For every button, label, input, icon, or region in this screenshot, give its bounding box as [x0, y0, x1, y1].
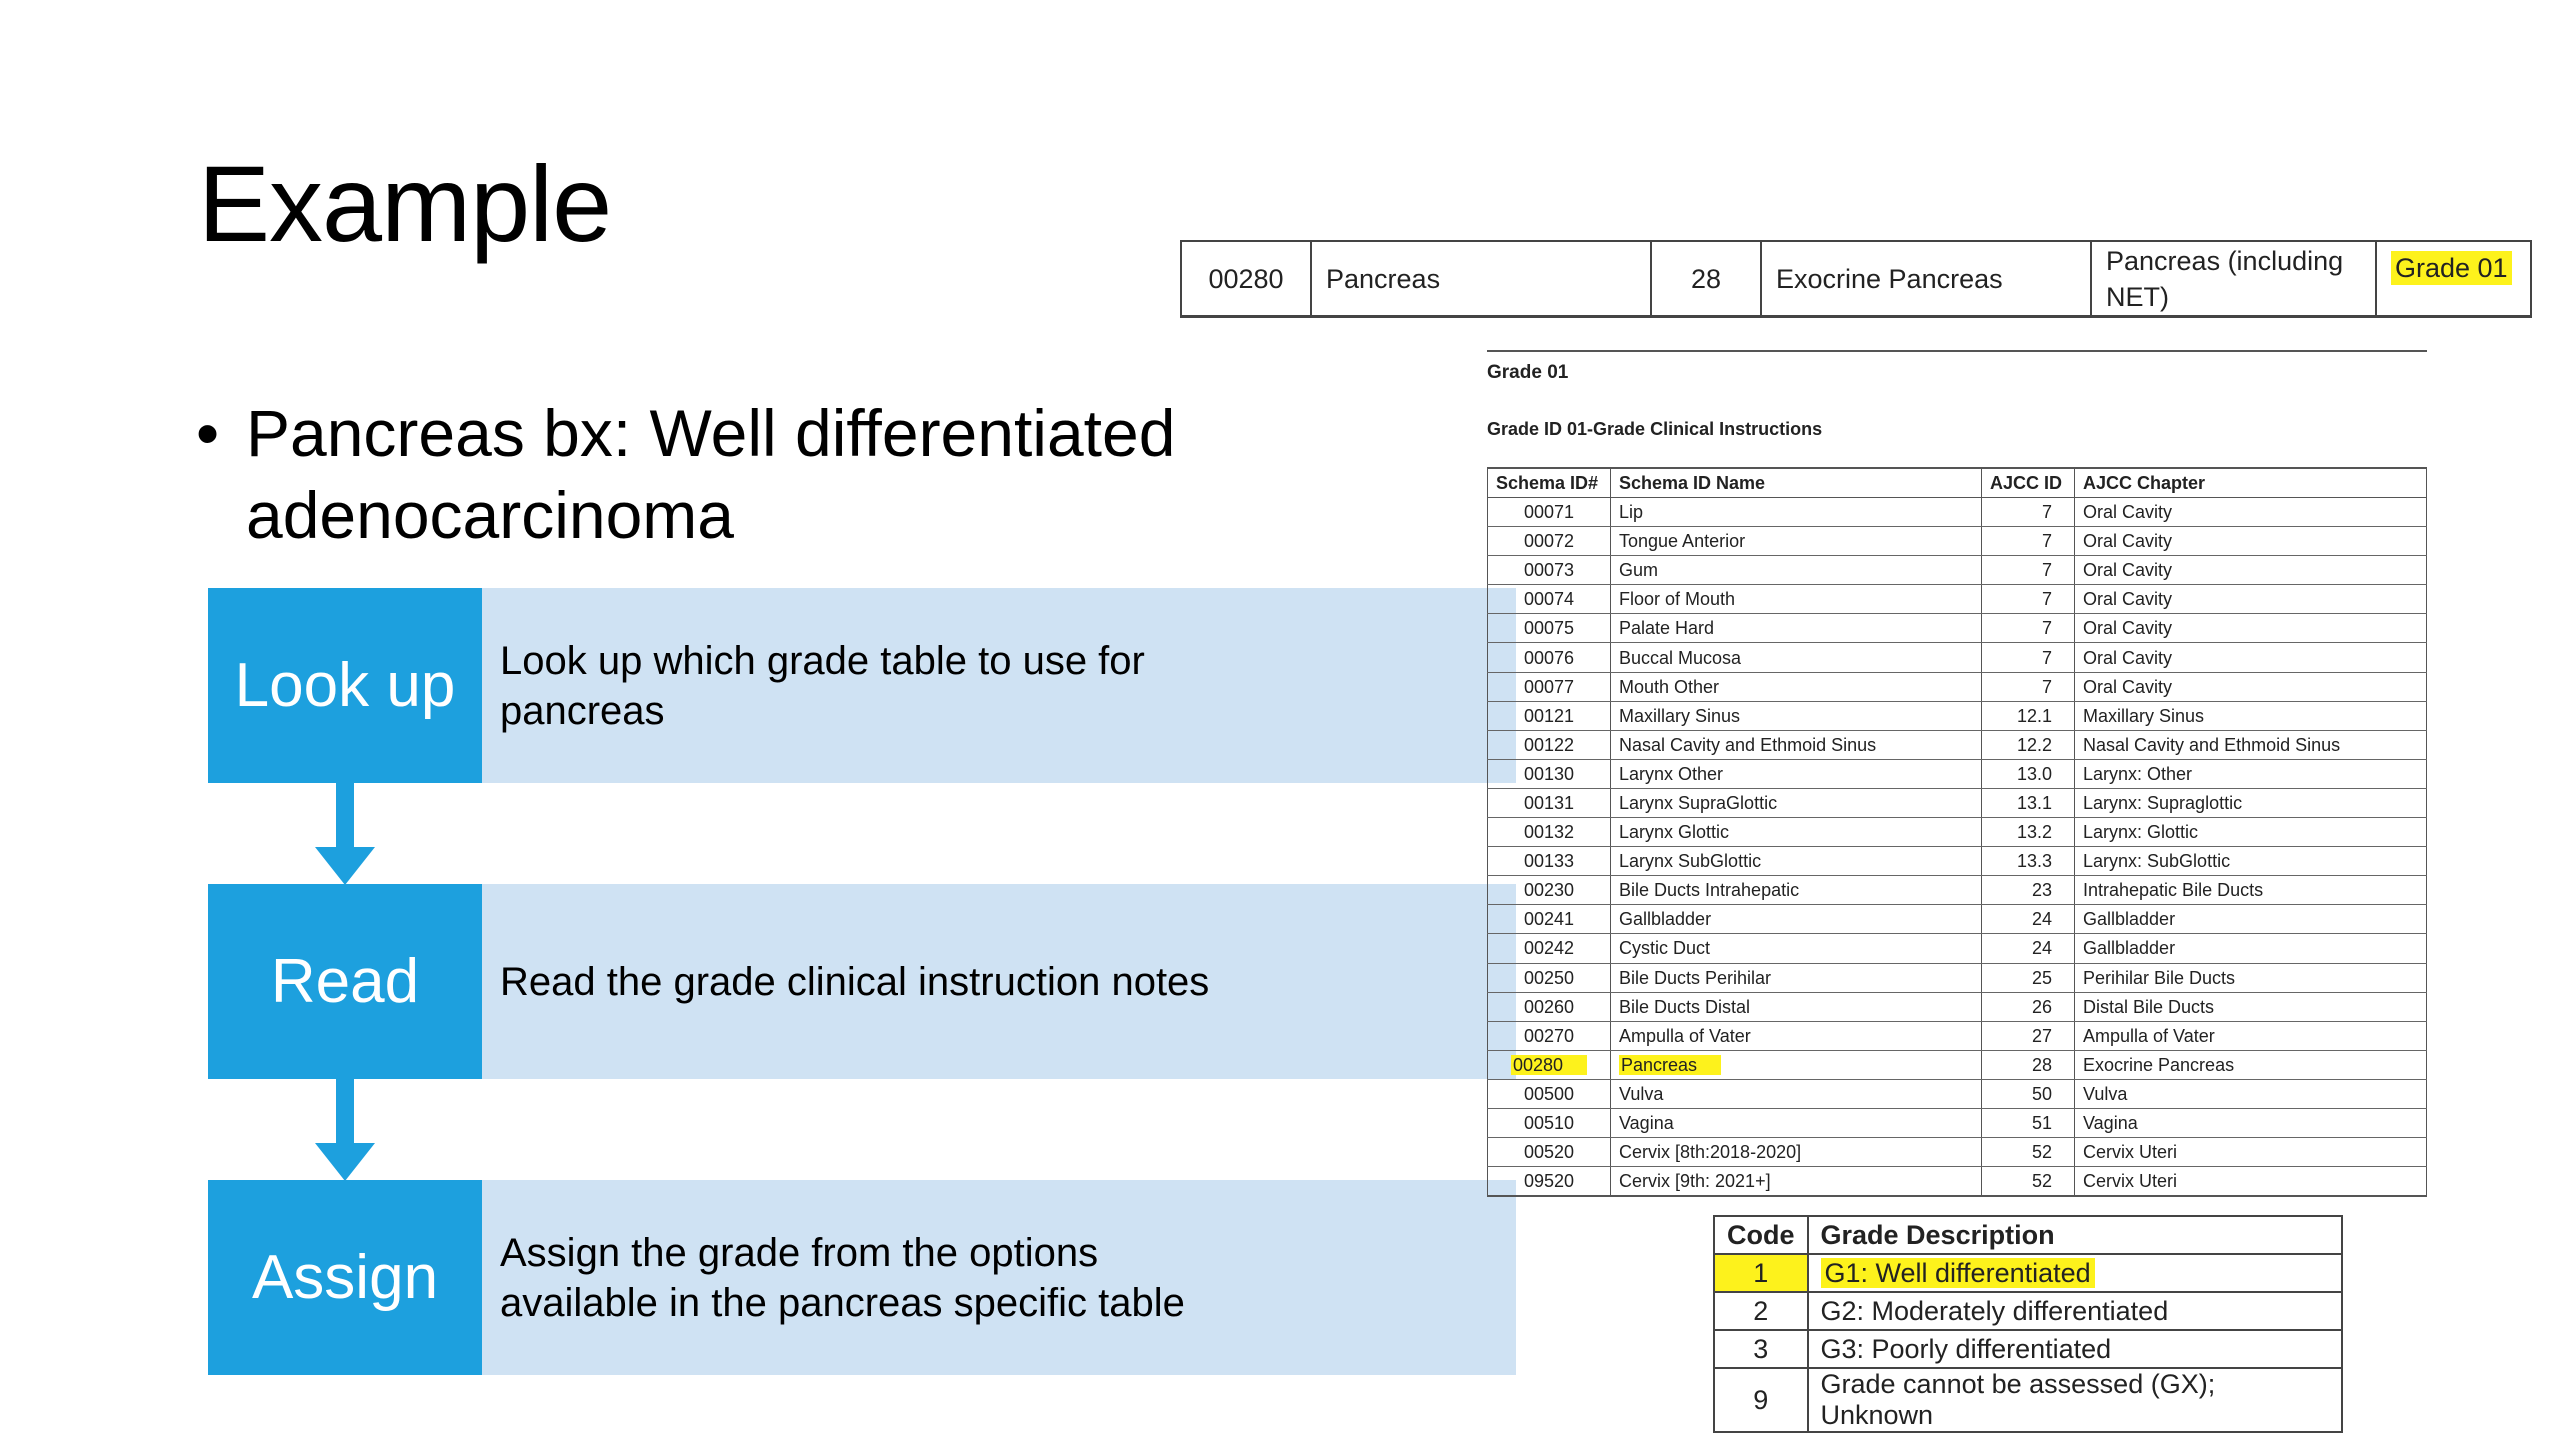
ajcc-id-cell — [1982, 614, 2075, 643]
schema-id-cell — [1488, 1079, 1611, 1108]
ajcc-id-cell-text: 13.0 — [2016, 763, 2052, 784]
code-cell — [1714, 1292, 1808, 1330]
down-arrow-icon — [315, 1143, 375, 1181]
ajcc-id-cell — [1982, 1021, 2075, 1050]
schema-name-cell — [1611, 759, 1982, 788]
schema-name-cell-text: Lip — [1619, 502, 1644, 523]
code-text: 1 — [1753, 1257, 1769, 1288]
code-text: 9 — [1753, 1384, 1769, 1415]
grade-description-cell — [1808, 1368, 2343, 1432]
schema-name-cell — [1611, 905, 1982, 934]
ajcc-id-cell — [1982, 759, 2075, 788]
schema-name-cell-text: Bile Ducts Intrahepatic — [1619, 880, 1800, 901]
step-desc-line-2: pancreas — [500, 688, 665, 733]
code-cell — [1714, 1368, 1808, 1432]
schema-id-cell — [1488, 759, 1611, 788]
step-description — [482, 884, 1516, 1079]
ajcc-chapter-cell — [2075, 730, 2427, 759]
grade-codes-table — [1713, 1215, 2343, 1433]
ajcc-id-cell — [1982, 1138, 2075, 1167]
schema-name-cell — [1611, 1050, 1982, 1079]
ajcc-chapter-cell — [2075, 585, 2427, 614]
ajcc-chapter-cell — [2075, 614, 2427, 643]
schema-id-cell-text: 00242 — [1523, 938, 1575, 959]
ajcc-id-cell — [1982, 788, 2075, 817]
site-cell — [2091, 241, 2376, 317]
schema-name-cell-text: Larynx SubGlottic — [1619, 851, 1762, 872]
schema-name-cell — [1611, 788, 1982, 817]
grade-description-text: G1: Well differentiated — [1821, 1258, 2095, 1288]
schema-id-cell-text: 00075 — [1523, 618, 1575, 639]
schema-name-cell-text: Vulva — [1619, 1083, 1664, 1104]
schema-id-cell — [1488, 1021, 1611, 1050]
schema-name-cell — [1611, 963, 1982, 992]
ajcc-id-cell-text: 50 — [2031, 1083, 2052, 1104]
schema-id-cell-text: 00132 — [1523, 822, 1575, 843]
ajcc-id-cell: 28 — [1651, 241, 1761, 317]
schema-name-cell-text: Pancreas — [1619, 1055, 1721, 1075]
schema-id-cell-text: 00077 — [1523, 676, 1575, 697]
ajcc-id-cell — [1982, 992, 2075, 1021]
ajcc-id-cell-text: 13.1 — [2016, 792, 2052, 813]
ajcc-id-cell — [1982, 672, 2075, 701]
column-header: Schema ID# — [1488, 468, 1611, 498]
schema-id-cell — [1488, 963, 1611, 992]
step-assign — [208, 1180, 1308, 1375]
column-header: Grade Description — [1808, 1216, 2343, 1254]
ajcc-id-cell-text: 12.1 — [2016, 705, 2052, 726]
ajcc-id-cell-text: 7 — [2041, 502, 2052, 523]
schema-name-cell — [1611, 614, 1982, 643]
schema-name-cell — [1611, 876, 1982, 905]
schema-id-cell-text: 00270 — [1523, 1025, 1575, 1046]
ajcc-chapter-cell-text: Larynx: Supraglottic — [2083, 792, 2243, 813]
table-row — [1488, 788, 2427, 817]
ajcc-chapter-cell — [2075, 643, 2427, 672]
schema-name-cell — [1611, 934, 1982, 963]
schema-id-cell — [1488, 934, 1611, 963]
bullet-item — [196, 392, 1316, 556]
schema-name-cell — [1611, 1108, 1982, 1137]
ajcc-id-cell — [1982, 1167, 2075, 1197]
ajcc-chapter-cell — [2075, 788, 2427, 817]
down-arrow-icon — [315, 847, 375, 885]
step-label: Assign — [208, 1180, 482, 1375]
schema-name-cell-text: Cervix [8th:2018-2020] — [1619, 1142, 1802, 1163]
column-header: AJCC ID — [1982, 468, 2075, 498]
schema-name-cell-text: Nasal Cavity and Ethmoid Sinus — [1619, 734, 1877, 755]
ajcc-id-cell-text: 13.2 — [2016, 822, 2052, 843]
schema-id-cell — [1488, 992, 1611, 1021]
grade-description-text: Grade cannot be assessed (GX); Unknown — [1820, 1369, 2216, 1430]
schema-id-cell-text: 00280 — [1511, 1055, 1587, 1075]
step-read — [208, 884, 1308, 1079]
schema-id-cell — [1488, 614, 1611, 643]
ajcc-id-cell-text: 7 — [2041, 676, 2052, 697]
schema-name-cell — [1611, 701, 1982, 730]
ajcc-chapter-cell — [2075, 905, 2427, 934]
ajcc-chapter-cell-text: Vulva — [2083, 1083, 2128, 1104]
schema-name-cell-text: Buccal Mucosa — [1619, 647, 1742, 668]
table-row — [1488, 701, 2427, 730]
ajcc-chapter-cell — [2075, 934, 2427, 963]
schema-id-cell: 00280 — [1181, 241, 1311, 317]
ajcc-id-cell-text: 13.3 — [2016, 851, 2052, 872]
ajcc-chapter-cell — [2075, 1079, 2427, 1108]
ajcc-id-cell — [1982, 701, 2075, 730]
schema-id-cell-text: 00250 — [1523, 967, 1575, 988]
table-row — [1488, 498, 2427, 527]
bullet-marker: • — [196, 396, 220, 470]
ajcc-chapter-cell — [2075, 818, 2427, 847]
schema-id-cell-text: 00122 — [1523, 734, 1575, 755]
table-row — [1488, 585, 2427, 614]
schema-id-cell-text: 00241 — [1523, 909, 1575, 930]
table-row — [1488, 1167, 2427, 1197]
ajcc-id-cell-text: 7 — [2041, 531, 2052, 552]
schema-name-cell: Pancreas — [1311, 241, 1651, 317]
schema-name-cell — [1611, 585, 1982, 614]
ajcc-chapter-cell-text: Nasal Cavity and Ethmoid Sinus — [2083, 734, 2341, 755]
table-row — [1488, 1021, 2427, 1050]
table-row — [1488, 847, 2427, 876]
schema-id-cell — [1488, 643, 1611, 672]
ajcc-id-cell — [1982, 847, 2075, 876]
schema-id-cell — [1488, 905, 1611, 934]
table-row — [1714, 1330, 2342, 1368]
ajcc-id-cell — [1982, 1108, 2075, 1137]
ajcc-chapter-cell-text: Gallbladder — [2083, 909, 2176, 930]
ajcc-id-cell — [1982, 643, 2075, 672]
schema-name-cell-text: Cervix [9th: 2021+] — [1619, 1171, 1771, 1192]
ajcc-chapter-cell-text: Oral Cavity — [2083, 589, 2173, 610]
schema-id-cell — [1488, 701, 1611, 730]
ajcc-id-cell-text: 24 — [2031, 909, 2052, 930]
site-line-1: Pancreas (including — [2106, 245, 2344, 276]
table-row — [1488, 643, 2427, 672]
ajcc-chapter-cell: Exocrine Pancreas — [1761, 241, 2091, 317]
schema-name-cell-text: Palate Hard — [1619, 618, 1715, 639]
step-look-up — [208, 588, 1308, 783]
schema-id-cell — [1488, 527, 1611, 556]
table-row — [1488, 614, 2427, 643]
schema-id-cell — [1488, 847, 1611, 876]
ajcc-chapter-cell — [2075, 992, 2427, 1021]
slide-title: Example — [198, 143, 612, 264]
schema-name-cell-text: Larynx SupraGlottic — [1619, 792, 1778, 813]
ajcc-chapter-cell-text: Oral Cavity — [2083, 647, 2173, 668]
step-desc-line-1: Look up which grade table to use for — [500, 638, 1145, 683]
schema-name-cell — [1611, 1021, 1982, 1050]
schema-name-cell-text: Bile Ducts Perihilar — [1619, 967, 1772, 988]
ajcc-id-cell — [1982, 730, 2075, 759]
ajcc-id-cell-text: 25 — [2031, 967, 2052, 988]
code-text: 3 — [1753, 1333, 1769, 1364]
schema-id-cell — [1488, 876, 1611, 905]
schema-name-cell-text: Tongue Anterior — [1619, 531, 1746, 552]
ajcc-chapter-cell-text: Larynx: Other — [2083, 763, 2193, 784]
ajcc-chapter-cell — [2075, 498, 2427, 527]
ajcc-id-cell — [1982, 818, 2075, 847]
column-header: Schema ID Name — [1611, 468, 1982, 498]
ajcc-id-cell-text: 23 — [2031, 880, 2052, 901]
table-row — [1488, 905, 2427, 934]
schema-name-cell — [1611, 818, 1982, 847]
schema-id-cell — [1488, 818, 1611, 847]
schema-name-cell — [1611, 1079, 1982, 1108]
ajcc-chapter-cell — [2075, 759, 2427, 788]
ajcc-id-cell-text: 7 — [2041, 647, 2052, 668]
table-row — [1488, 730, 2427, 759]
code-cell — [1714, 1330, 1808, 1368]
schema-name-cell-text: Cystic Duct — [1619, 938, 1711, 959]
schema-name-cell-text: Gallbladder — [1619, 909, 1712, 930]
schema-id-cell-text: 00073 — [1523, 560, 1575, 581]
ajcc-chapter-cell-text: Cervix Uteri — [2083, 1171, 2178, 1192]
table-row — [1488, 876, 2427, 905]
schema-id-cell — [1488, 585, 1611, 614]
grade-description-cell — [1808, 1254, 2343, 1292]
ajcc-id-cell — [1982, 963, 2075, 992]
schema-id-cell-text: 00121 — [1523, 705, 1575, 726]
flow-arrow-shaft — [336, 1079, 354, 1145]
grade-heading: Grade 01 — [1487, 350, 2427, 384]
ajcc-chapter-cell — [2075, 1021, 2427, 1050]
step-desc-line-1: Read the grade clinical instruction notes — [500, 959, 1210, 1004]
ajcc-id-cell-text: 51 — [2031, 1113, 2052, 1134]
ajcc-id-cell-text: 28 — [2031, 1054, 2052, 1075]
schema-id-cell-text: 09520 — [1523, 1171, 1575, 1192]
column-header: AJCC Chapter — [2075, 468, 2427, 498]
ajcc-id-cell — [1982, 905, 2075, 934]
ajcc-chapter-cell-text: Exocrine Pancreas — [2083, 1054, 2235, 1075]
schema-name-cell — [1611, 992, 1982, 1021]
table-row — [1714, 1254, 2342, 1292]
step-desc-line-2: available in the pancreas specific table — [500, 1280, 1185, 1325]
schema-id-cell-text: 00133 — [1523, 851, 1575, 872]
ajcc-chapter-cell — [2075, 847, 2427, 876]
schema-id-cell-text: 00520 — [1523, 1142, 1575, 1163]
ajcc-id-cell-text: 7 — [2041, 560, 2052, 581]
table-header-row — [1488, 468, 2427, 498]
step-label: Read — [208, 884, 482, 1079]
schema-name-cell — [1611, 527, 1982, 556]
grade-description-cell — [1808, 1330, 2343, 1368]
schema-name-cell — [1611, 643, 1982, 672]
grade-instructions-table — [1487, 467, 2427, 1197]
schema-name-cell — [1611, 556, 1982, 585]
schema-id-cell-text: 00230 — [1523, 880, 1575, 901]
schema-id-cell — [1488, 556, 1611, 585]
bullet-line-2: adenocarcinoma — [246, 478, 734, 552]
step-description — [482, 588, 1516, 783]
schema-name-cell — [1611, 498, 1982, 527]
table-row — [1488, 672, 2427, 701]
grade-description-text: G2: Moderately differentiated — [1820, 1295, 2169, 1326]
schema-id-cell — [1488, 788, 1611, 817]
ajcc-chapter-cell-text: Ampulla of Vater — [2083, 1025, 2215, 1046]
ajcc-chapter-cell-text: Oral Cavity — [2083, 618, 2173, 639]
flow-arrow-shaft — [336, 783, 354, 849]
grade-table-link: Grade 01 — [2391, 251, 2512, 285]
schema-name-cell-text: Mouth Other — [1619, 676, 1720, 697]
schema-name-cell-text: Gum — [1619, 560, 1659, 581]
ajcc-chapter-cell — [2075, 1050, 2427, 1079]
ajcc-id-cell — [1982, 556, 2075, 585]
schema-name-cell — [1611, 1167, 1982, 1197]
schema-name-cell — [1611, 1138, 1982, 1167]
table-row — [1181, 241, 2531, 317]
schema-name-cell — [1611, 847, 1982, 876]
table-row — [1488, 992, 2427, 1021]
step-description — [482, 1180, 1516, 1375]
table-header-row — [1714, 1216, 2342, 1254]
ajcc-chapter-cell — [2075, 1108, 2427, 1137]
ajcc-id-cell-text: 7 — [2041, 589, 2052, 610]
table-row — [1488, 1138, 2427, 1167]
table-row — [1714, 1368, 2342, 1432]
ajcc-chapter-cell — [2075, 556, 2427, 585]
ajcc-id-cell — [1982, 585, 2075, 614]
schema-id-cell-text: 00076 — [1523, 647, 1575, 668]
table-row — [1714, 1292, 2342, 1330]
ajcc-chapter-cell-text: Maxillary Sinus — [2083, 705, 2205, 726]
schema-name-cell — [1611, 730, 1982, 759]
ajcc-id-cell — [1982, 498, 2075, 527]
schema-id-cell-text: 00260 — [1523, 996, 1575, 1017]
ajcc-chapter-cell — [2075, 701, 2427, 730]
ajcc-id-cell-text: 24 — [2031, 938, 2052, 959]
schema-id-cell-text: 00131 — [1523, 792, 1575, 813]
schema-id-cell-text: 00071 — [1523, 502, 1575, 523]
column-header: Code — [1714, 1216, 1808, 1254]
ajcc-id-cell-text: 26 — [2031, 996, 2052, 1017]
grade-table-cell — [2376, 241, 2531, 317]
grade-description-text: G3: Poorly differentiated — [1820, 1333, 2112, 1364]
table-row — [1488, 818, 2427, 847]
ajcc-id-cell — [1982, 1079, 2075, 1108]
ajcc-id-cell — [1982, 527, 2075, 556]
schema-id-cell-text: 00130 — [1523, 763, 1575, 784]
ajcc-id-cell — [1982, 934, 2075, 963]
schema-id-cell-text: 00510 — [1523, 1113, 1575, 1134]
schema-name-cell-text: Vagina — [1619, 1113, 1674, 1134]
bullet-line-1: Pancreas bx: Well differentiated — [246, 396, 1176, 470]
table-row — [1488, 963, 2427, 992]
ajcc-id-cell — [1982, 876, 2075, 905]
step-label: Look up — [208, 588, 482, 783]
ajcc-chapter-cell-text: Distal Bile Ducts — [2083, 996, 2215, 1017]
schema-row-table — [1180, 240, 2532, 318]
code-text: 2 — [1753, 1295, 1769, 1326]
schema-name-cell-text: Larynx Glottic — [1619, 822, 1730, 843]
ajcc-chapter-cell-text: Intrahepatic Bile Ducts — [2083, 880, 2264, 901]
code-cell — [1714, 1254, 1808, 1292]
ajcc-chapter-cell-text: Oral Cavity — [2083, 676, 2173, 697]
bullet-text — [246, 392, 1316, 556]
table-row — [1488, 1050, 2427, 1079]
ajcc-id-cell-text: 12.2 — [2016, 734, 2052, 755]
ajcc-id-cell — [1982, 1050, 2075, 1079]
schema-id-cell — [1488, 1167, 1611, 1197]
schema-id-cell — [1488, 672, 1611, 701]
schema-name-cell-text: Ampulla of Vater — [1619, 1025, 1751, 1046]
grade-subheading: Grade ID 01-Grade Clinical Instructions — [1487, 419, 1823, 439]
schema-id-cell-text: 00074 — [1523, 589, 1575, 610]
schema-id-cell — [1488, 730, 1611, 759]
schema-name-cell-text: Larynx Other — [1619, 763, 1724, 784]
ajcc-chapter-cell-text: Oral Cavity — [2083, 502, 2173, 523]
ajcc-chapter-cell — [2075, 527, 2427, 556]
grade-description-cell — [1808, 1292, 2343, 1330]
table-row — [1488, 1108, 2427, 1137]
schema-id-cell — [1488, 498, 1611, 527]
schema-id-cell — [1488, 1050, 1611, 1079]
ajcc-chapter-cell-text: Vagina — [2083, 1113, 2138, 1134]
ajcc-id-cell-text: 7 — [2041, 618, 2052, 639]
ajcc-chapter-cell-text: Larynx: Glottic — [2083, 822, 2199, 843]
schema-name-cell — [1611, 672, 1982, 701]
schema-name-cell-text: Floor of Mouth — [1619, 589, 1736, 610]
ajcc-chapter-cell-text: Gallbladder — [2083, 938, 2176, 959]
table-row — [1488, 1079, 2427, 1108]
site-line-2: NET) — [2106, 281, 2169, 312]
table-row — [1488, 934, 2427, 963]
schema-id-cell — [1488, 1138, 1611, 1167]
ajcc-chapter-cell — [2075, 1138, 2427, 1167]
table-row — [1488, 556, 2427, 585]
ajcc-id-cell-text: 27 — [2031, 1025, 2052, 1046]
ajcc-chapter-cell — [2075, 672, 2427, 701]
schema-id-cell-text: 00072 — [1523, 531, 1575, 552]
ajcc-chapter-cell-text: Oral Cavity — [2083, 560, 2173, 581]
ajcc-chapter-cell-text: Larynx: SubGlottic — [2083, 851, 2231, 872]
table-row — [1488, 527, 2427, 556]
ajcc-chapter-cell — [2075, 963, 2427, 992]
ajcc-id-cell-text: 52 — [2031, 1171, 2052, 1192]
schema-name-cell-text: Bile Ducts Distal — [1619, 996, 1751, 1017]
table-row — [1488, 759, 2427, 788]
schema-name-cell-text: Maxillary Sinus — [1619, 705, 1741, 726]
ajcc-id-cell-text: 52 — [2031, 1142, 2052, 1163]
ajcc-chapter-cell — [2075, 876, 2427, 905]
schema-id-cell — [1488, 1108, 1611, 1137]
schema-id-cell-text: 00500 — [1523, 1083, 1575, 1104]
ajcc-chapter-cell-text: Oral Cavity — [2083, 531, 2173, 552]
ajcc-chapter-cell — [2075, 1167, 2427, 1197]
ajcc-chapter-cell-text: Perihilar Bile Ducts — [2083, 967, 2236, 988]
ajcc-chapter-cell-text: Cervix Uteri — [2083, 1142, 2178, 1163]
step-desc-line-1: Assign the grade from the options — [500, 1230, 1099, 1275]
